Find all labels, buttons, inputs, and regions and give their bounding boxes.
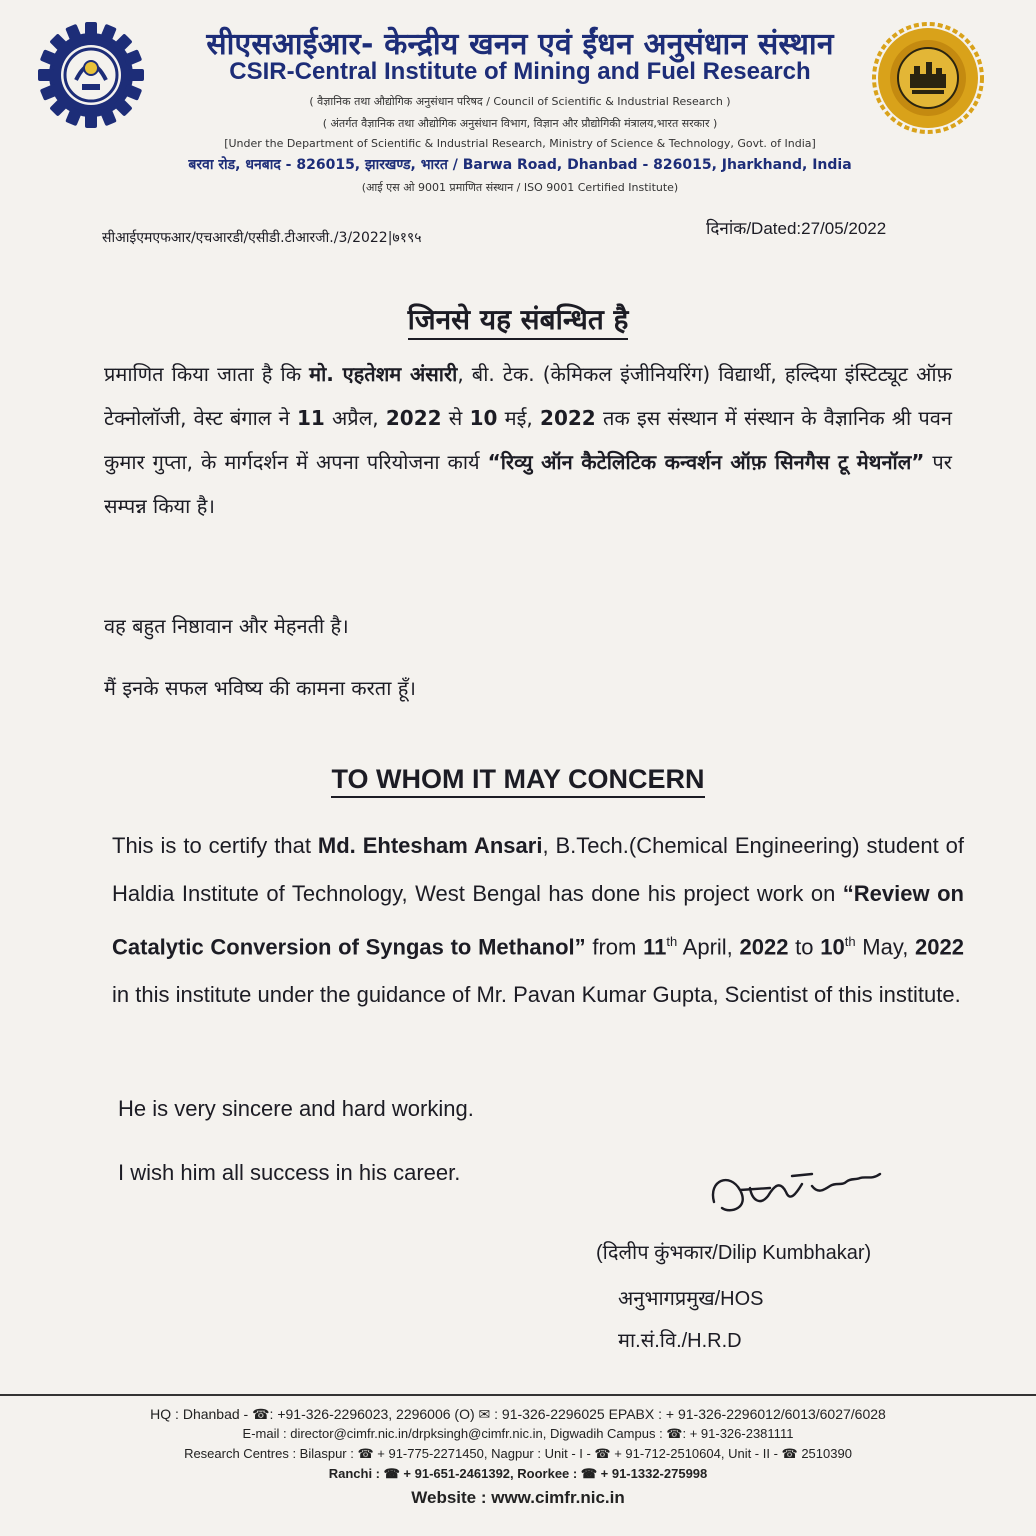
hindi-wish-line: मैं इनके सफल भविष्य की कामना करता हूँ।: [104, 676, 416, 700]
header-ministry-english-line: [Under the Department of Scientific & Industrial Research, Ministry of Science & Technology, Govt. of India]: [224, 137, 816, 150]
hindi-sincere-line: वह बहुत निष्ठावान और मेहनती है।: [104, 614, 349, 638]
signatory-title: अनुभागप्रमुख/HOS: [618, 1288, 764, 1310]
footer-email: E-mail : director@cimfr.nic.in/drpksingh@cimfr.nic.in, Digwadih Campus : ☎: + 91-326-2381111: [242, 1426, 794, 1441]
document-date: दिनांक/Dated:27/05/2022: [706, 219, 887, 238]
footer-research-centres: Research Centres : Bilaspur : ☎ + 91-775-2271450, Nagpur : Unit - I - ☎ + 91-712-2510604, Unit - II - ☎ 2510390: [184, 1446, 852, 1461]
footer-hq-contacts: HQ : Dhanbad - ☎: +91-326-2296023, 2296006 (O) ✉ : 91-326-2296025 EPABX : + 91-326-2296012/6013/6027/6028: [150, 1406, 886, 1422]
english-sincere-line: He is very sincere and hard working.: [118, 1096, 474, 1121]
footer-website: Website : www.cimfr.nic.in: [411, 1488, 625, 1507]
hindi-title: [0, 300, 1036, 338]
hindi-title-text: जिनसे यह संबन्धित है: [408, 303, 629, 340]
signatory-name: (दिलीप कुंभकार/Dilip Kumbhakar): [596, 1242, 872, 1264]
signatory-department: मा.सं.वि./H.R.D: [618, 1330, 742, 1352]
english-student-name: Md. Ehtesham Ansari: [317, 833, 543, 858]
hindi-student-name: मो. एहतेशम अंसारी: [309, 362, 458, 386]
english-certificate-paragraph: This is to certify that Md. Ehtesham Ansari, B.Tech.(Chemical Engineering) student of Haldia Institute of Technology, West Bengal has done his project work on “Review on Catalytic Conversion of Syngas to Methanol” from 11th April, 2022 to 10th May, 2022 in this institute under the guidance of Mr. Pavan Kumar Gupta, Scientist of this institute.: [112, 833, 964, 1008]
header-iso: (आई एस ओ 9001 प्रमाणित संस्थान / ISO 9001 Certified Institute): [361, 181, 679, 194]
header-council-line: ( वैज्ञानिक तथा औद्योगिक अनुसंधान परिषद / Council of Scientific & Industrial Research ): [309, 95, 731, 108]
footer-divider: [0, 1394, 1036, 1396]
english-wish-line: I wish him all success in his career.: [118, 1160, 461, 1185]
english-project-title: “Review on Catalytic Conversion of Syngas to Methanol”: [112, 881, 964, 960]
hindi-project-title: “रिव्यु ऑन कैटेलिटिक कन्वर्शन ऑफ़ सिनगैस टू मेथनॉल”: [487, 450, 925, 474]
handwritten-signature: [700, 1150, 890, 1230]
header-address: बरवा रोड, धनबाद - 826015, झारखण्ड, भारत / Barwa Road, Dhanbad - 826015, Jharkhand, India: [188, 157, 852, 173]
reference-number: सीआईएमएफआर/एचआरडी/एसीडी.टीआरजी./3/2022|७१९५: [102, 230, 422, 246]
header-ministry-hindi-line: ( अंतर्गत वैज्ञानिक तथा औद्योगिक अनुसंधान विभाग, विज्ञान और प्रौद्योगिकी मंत्रालय,भारत सरकार ): [322, 117, 718, 130]
hindi-certificate-paragraph: प्रमाणित किया जाता है कि मो. एहतेशम अंसारी, बी. टेक. (केमिकल इंजीनियरिंग) विद्यार्थी, हल्दिया इंस्टिट्यूट ऑफ़ टेक्नोलॉजी, वेस्ट बंगाल ने 11 अप्रैल, 2022 से 10 मई, 2022 तक इस संस्थान में संस्थान के वैज्ञानिक श्री पवन कुमार गुप्ता, के मार्गदर्शन में अपना परियोजना कार्य “रिव्यु ऑन कैटेलिटिक कन्वर्शन ऑफ़ सिनगैस टू मेथनॉल” पर सम्पन्न किया है।: [104, 362, 952, 518]
header-hindi-name: सीएसआईआर- केन्द्रीय खनन एवं ईंधन अनुसंधान संस्थान: [206, 27, 834, 62]
english-title-text: TO WHOM IT MAY CONCERN: [331, 764, 704, 798]
header-english-name: CSIR-Central Institute of Mining and Fuel Research: [229, 58, 811, 85]
footer-ranchi-roorkee: Ranchi : ☎ + 91-651-2461392, Roorkee : ☎ + 91-1332-275998: [328, 1466, 708, 1481]
english-title: [0, 764, 1036, 795]
